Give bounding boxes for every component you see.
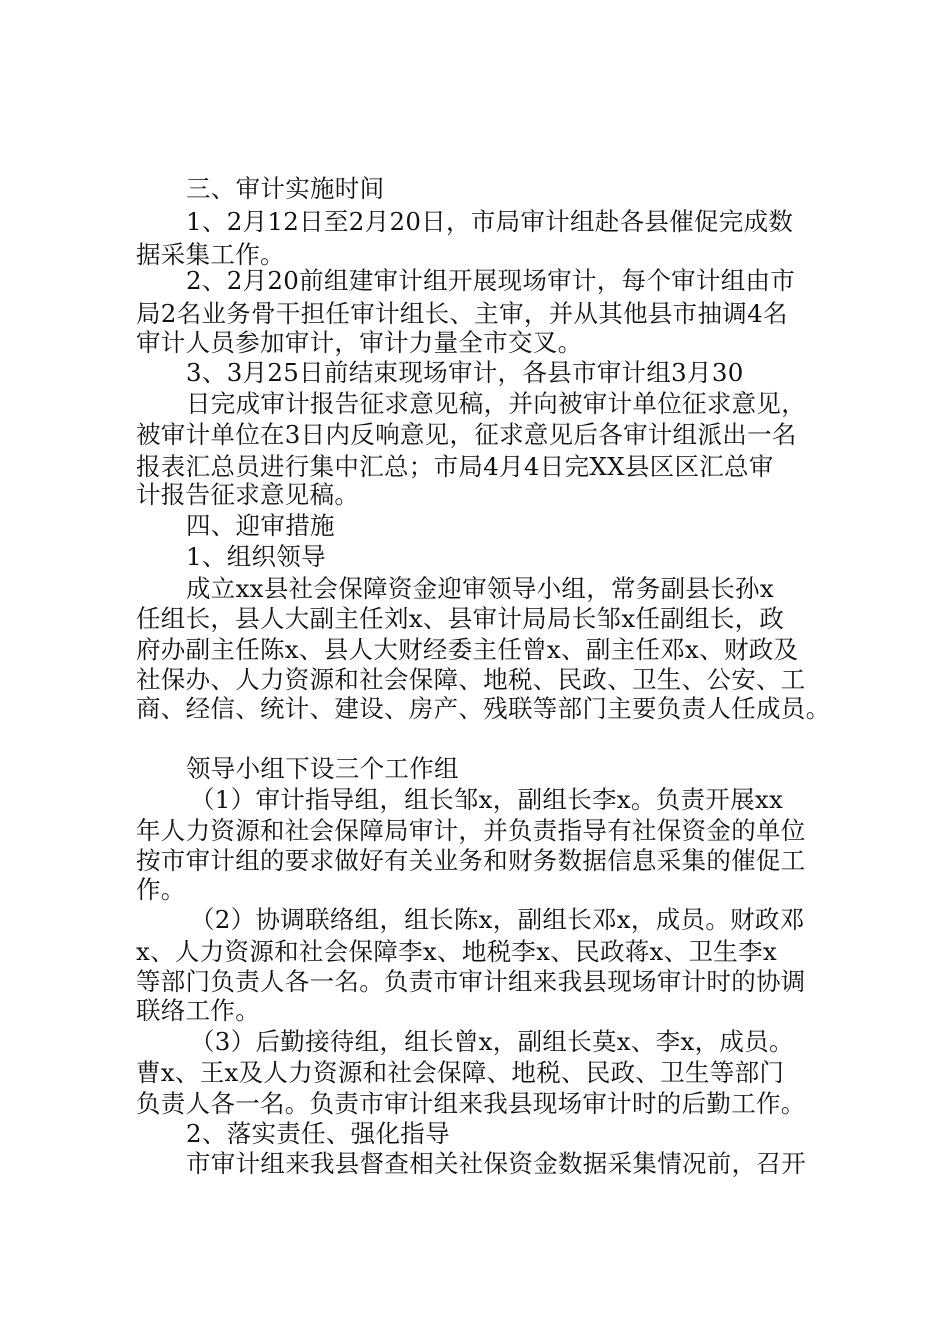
paragraph-line: 社保办、人力资源和社会保障、地税、民政、卫生、公安、工 bbox=[136, 665, 806, 694]
paragraph-line: 等部门负责人各一名。负责市审计组来我县现场审计时的协调 bbox=[136, 967, 806, 996]
paragraph-line: x、人力资源和社会保障李x、地税李x、民政蒋x、卫生李x bbox=[136, 937, 777, 966]
paragraph-line: 日完成审计报告征求意见稿，并向被审计单位征求意见， bbox=[186, 389, 806, 418]
paragraph-line: 1、2月12日至2月20日，市局审计组赴各县催促完成数 bbox=[186, 207, 794, 236]
section-heading-3: 三、审计实施时间 bbox=[186, 174, 385, 203]
paragraph-line: 计报告征求意见稿。 bbox=[136, 480, 360, 509]
paragraph-line: 年人力资源和社会保障局审计，并负责指导有社保资金的单位 bbox=[136, 816, 806, 845]
paragraph-line: （1）审计指导组，组长邹x，副组长李x。负责开展xx bbox=[190, 785, 784, 814]
paragraph-line: 被审计单位在3日内反响意见，征求意见后各审计组派出一名 bbox=[136, 420, 797, 449]
paragraph-line: 商、经信、统计、建设、房产、残联等部门主要负责人任成员。 bbox=[136, 694, 831, 723]
paragraph-line: 2、2月20前组建审计组开展现场审计，每个审计组由市 bbox=[186, 266, 796, 295]
paragraph-line: （2）协调联络组，组长陈x，副组长邓x，成员。财政邓 bbox=[190, 905, 805, 934]
paragraph-line: 局2名业务骨干担任审计组长、主审，并从其他县市抽调4名 bbox=[136, 299, 788, 328]
paragraph-line: 领导小组下设三个工作组 bbox=[186, 754, 459, 783]
paragraph-line: 负责人各一名。负责市审计组来我县现场审计时的后勤工作。 bbox=[136, 1089, 806, 1118]
paragraph-line: 按市审计组的要求做好有关业务和财务数据信息采集的催促工 bbox=[136, 846, 806, 875]
paragraph-line: 联络工作。 bbox=[136, 996, 260, 1025]
section-heading-4: 四、迎审措施 bbox=[186, 511, 335, 540]
paragraph-line: 府办副主任陈x、县人大财经委主任曾x、副主任邓x、财政及 bbox=[136, 635, 799, 664]
paragraph-line: 任组长，县人大副主任刘x、县审计局局长邹x任副组长，政 bbox=[136, 604, 785, 633]
paragraph-line: 曹x、王x及人力资源和社会保障、地税、民政、卫生等部门 bbox=[136, 1058, 785, 1087]
subsection-heading: 2、落实责任、强化指导 bbox=[186, 1119, 450, 1148]
subsection-heading: 1、组织领导 bbox=[186, 542, 326, 571]
paragraph-line: 市审计组来我县督查相关社保资金数据采集情况前，召开 bbox=[186, 1149, 806, 1178]
paragraph-line: 审计人员参加审计，审计力量全市交叉。 bbox=[136, 328, 583, 357]
paragraph-line: 报表汇总员进行集中汇总；市局4月4日完XX县区区汇总审 bbox=[136, 452, 774, 481]
paragraph-line: 3、3月25日前结束现场审计，各县市审计组3月30 bbox=[186, 358, 744, 387]
paragraph-line: （3）后勤接待组，组长曾x，副组长莫x、李x，成员。 bbox=[190, 1027, 794, 1056]
paragraph-line: 作。 bbox=[136, 875, 186, 904]
paragraph-line: 成立xx县社会保障资金迎审领导小组，常务副县长孙x bbox=[186, 574, 774, 603]
paragraph-line: 据采集工作。 bbox=[136, 240, 285, 269]
